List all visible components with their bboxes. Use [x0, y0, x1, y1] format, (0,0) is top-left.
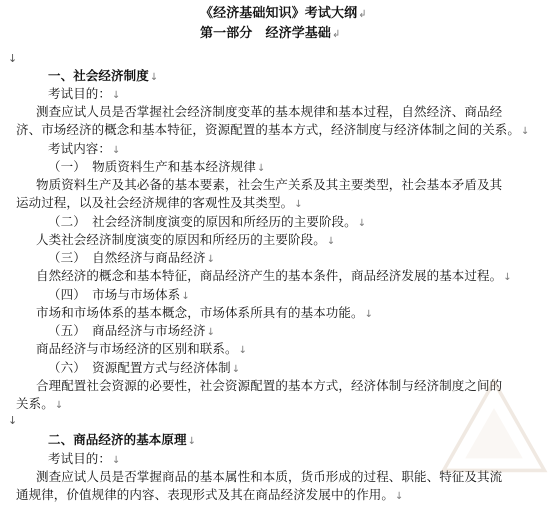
paragraph-line: 物质资料生产及其必备的基本要素，社会生产关系及其主要类型，社会基本矛盾及其: [36, 177, 503, 192]
paragraph-line: （五） 商品经济与市场经济↓: [48, 323, 216, 338]
section-heading: 一、社会经济制度↓: [48, 68, 159, 83]
paragraph-line: 合理配置社会资源的必要性，社会资源配置的基本方式，经济体制与经济制度之间的: [36, 378, 503, 393]
paragraph-line: 考试目的：↓: [48, 451, 121, 466]
document-title: 《经济基础知识》考试大纲↲: [200, 6, 367, 21]
paragraph-line: （一） 物质资料生产和基本经济规律↓: [48, 159, 266, 174]
paragraph-line: 运动过程，以及社会经济规律的客观性及其类型。↓: [16, 195, 303, 210]
paragraph-line: （二） 社会经济制度演变的原因和所经历的主要阶段。↓: [48, 214, 367, 229]
paragraph-line: 人类社会经济制度演变的原因和所经历的主要阶段。↓: [36, 232, 336, 247]
watermark-logo: [434, 372, 554, 492]
paragraph-line: 考试目的：↓: [48, 86, 121, 101]
paragraph-line: （四） 市场与市场体系↓: [48, 287, 190, 302]
paragraph-line: 测查应试人员是否掌握商品的基本属性和本质，货币形成的过程、职能、特征及其流: [36, 469, 503, 484]
paragraph-line: （六） 资源配置方式与经济体制↓: [48, 360, 241, 375]
document-subtitle: 第一部分 经济学基础↲: [200, 26, 341, 41]
paragraph-line: 自然经济的概念和基本特征，商品经济产生的基本条件，商品经济发展的基本过程。↓: [36, 268, 512, 283]
paragraph-line: 通规律，价值规律的内容、表现形式及其在商品经济发展中的作用。↓: [16, 487, 404, 502]
paragraph-line: 考试内容：↓: [48, 141, 121, 156]
paragraph-line: 济、市场经济的概念和基本特征，资源配置的基本方式，经济制度与经济体制之间的关系。↓: [16, 122, 530, 137]
paragraph-mark-icon: ↓: [8, 414, 18, 427]
paragraph-line: 关系。↓: [16, 396, 64, 411]
section-heading: 二、商品经济的基本原理↓: [48, 432, 197, 447]
paragraph-line: （三） 自然经济与商品经济↓: [48, 250, 216, 265]
paragraph-line: 市场和市场体系的基本概念，市场体系所具有的基本功能。↓: [36, 305, 374, 320]
paragraph-line: 测查应试人员是否掌握社会经济制度变革的基本规律和基本过程，自然经济、商品经: [36, 104, 503, 119]
paragraph-mark-icon: ↓: [8, 52, 18, 65]
paragraph-line: 商品经济与市场经济的区别和联系。↓: [36, 341, 248, 356]
